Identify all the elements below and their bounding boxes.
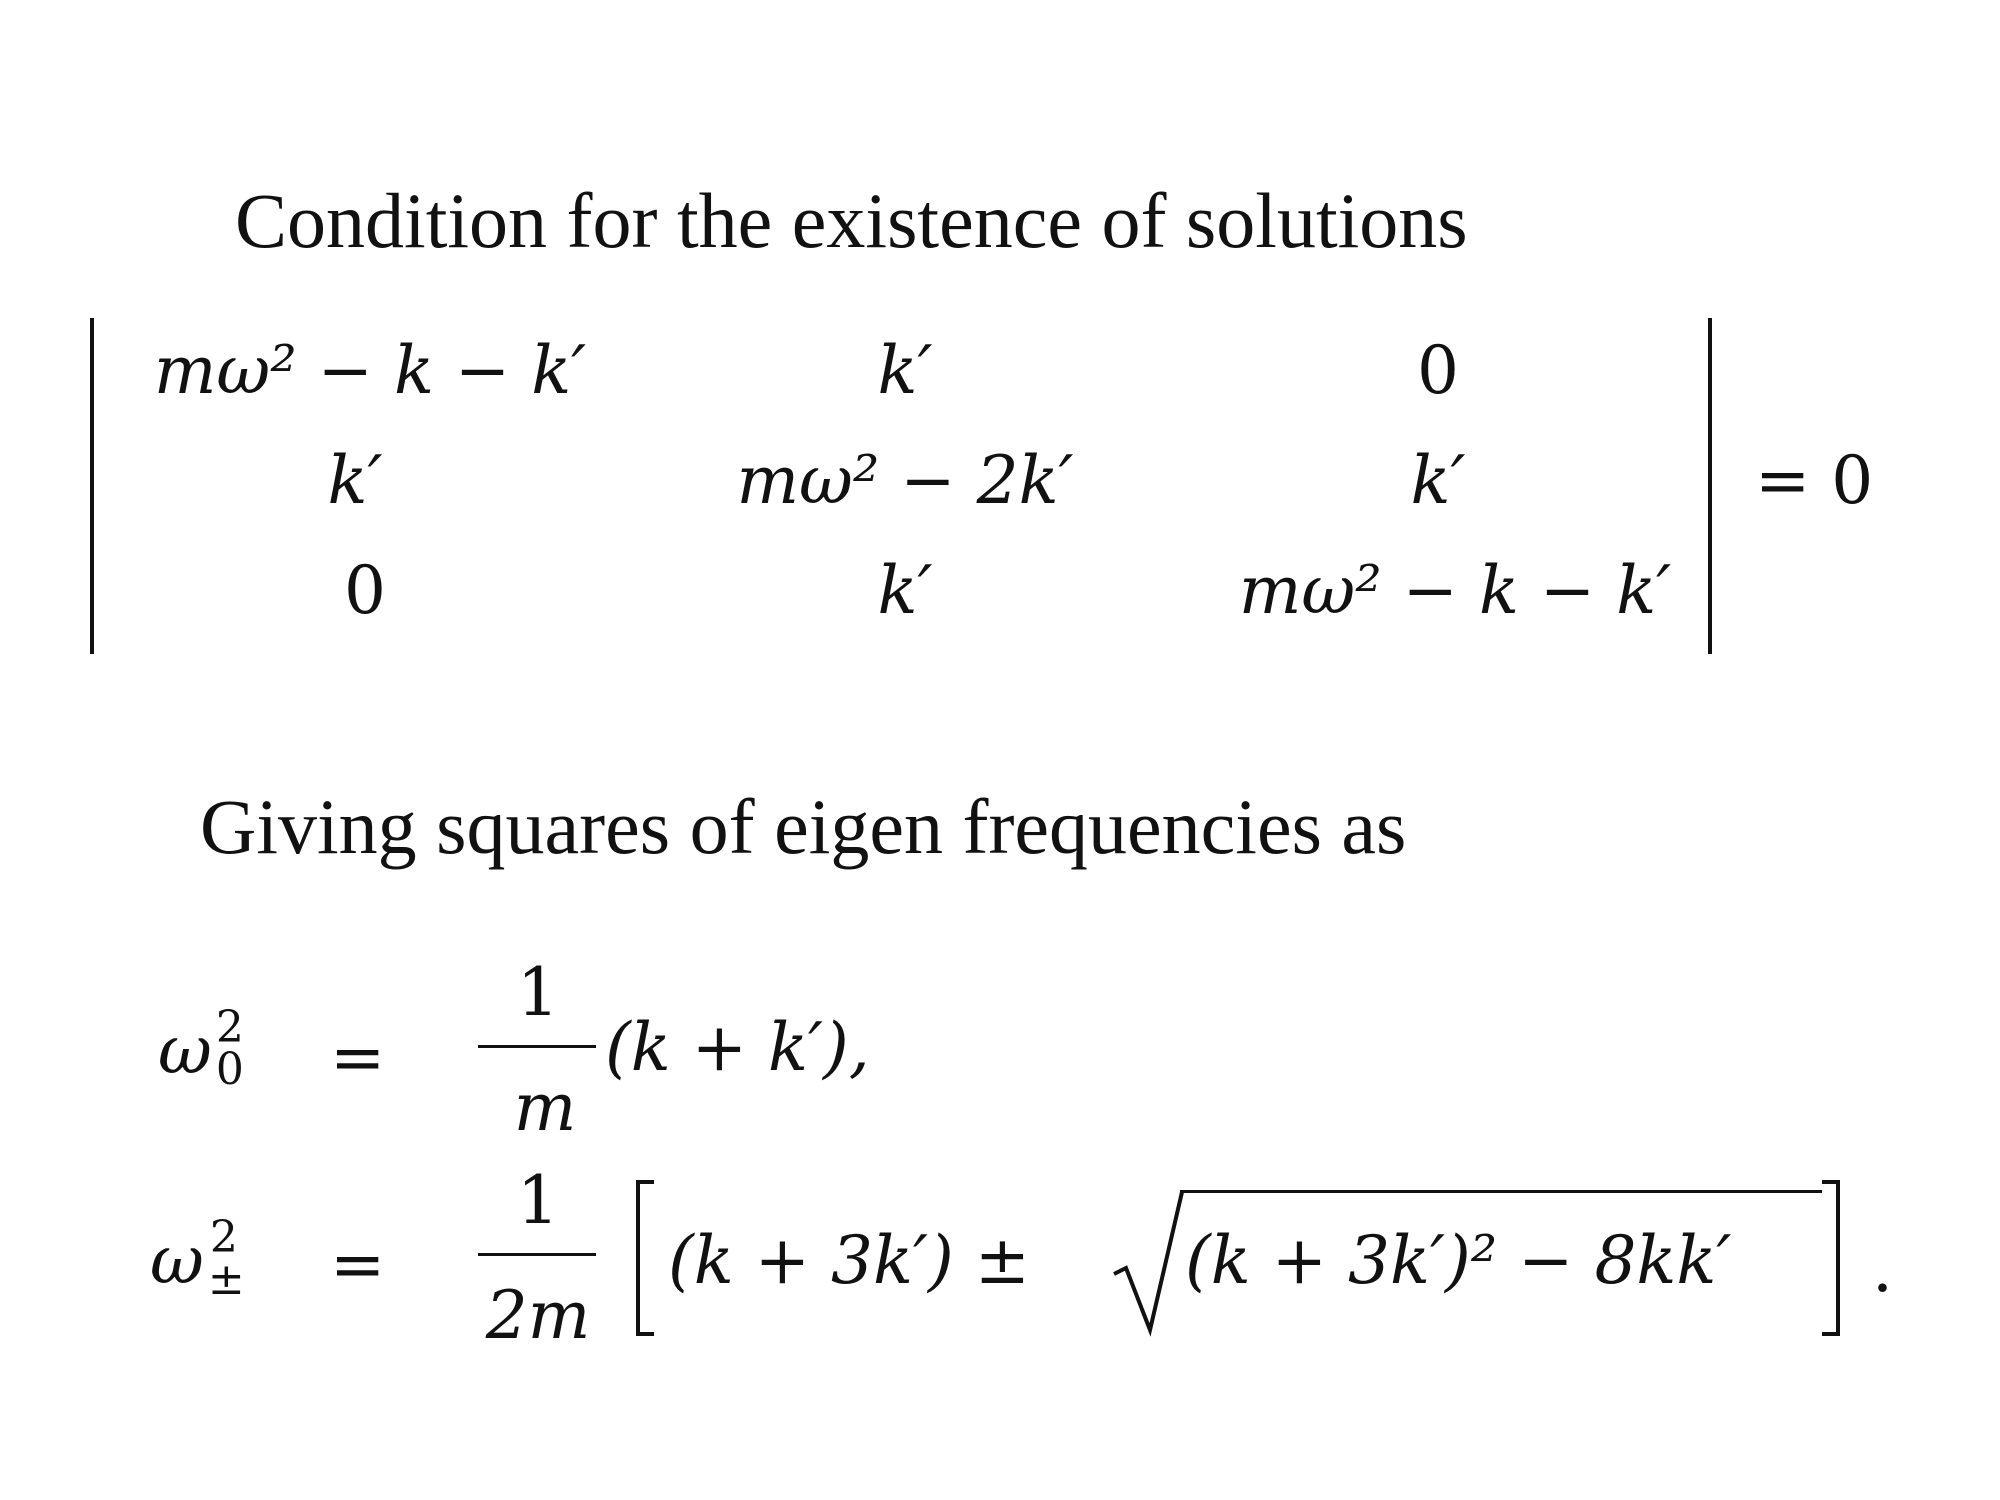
omega-symbol: ω xyxy=(158,1012,212,1089)
determinant-left-bar xyxy=(90,318,94,654)
omega-pm-rhs-part: (k + 3k′) ± xyxy=(668,1222,1031,1299)
matrix-cell-1-1: mω² − k − k′ xyxy=(153,332,587,409)
equation-end-period: . xyxy=(1872,1230,1893,1307)
fraction-1-bar xyxy=(478,1045,596,1048)
matrix-cell-2-3: k′ xyxy=(1410,442,1466,519)
matrix-cell-2-1: k′ xyxy=(327,442,383,519)
matrix-cell-2-2: mω² − 2k′ xyxy=(736,442,1074,519)
matrix-cell-3-3: mω² − k − k′ xyxy=(1238,552,1672,629)
fraction-1-denominator: m xyxy=(513,1069,577,1146)
square-root-vinculum xyxy=(1180,1190,1822,1193)
omega-pm-lhs xyxy=(150,1212,248,1305)
omega-zero-lhs xyxy=(158,1002,252,1095)
equals-sign-1: = xyxy=(330,1019,386,1096)
matrix-cell-1-2: k′ xyxy=(877,332,933,409)
equals-sign-2: = xyxy=(330,1226,386,1303)
matrix-cell-3-1: 0 xyxy=(344,552,386,629)
right-square-bracket xyxy=(1822,1180,1840,1336)
matrix-cell-3-2: k′ xyxy=(877,552,933,629)
left-square-bracket xyxy=(636,1180,654,1336)
eigen-heading: Giving squares of eigen frequencies as xyxy=(200,783,1407,870)
determinant-right-bar xyxy=(1708,318,1712,654)
omega-symbol: ω xyxy=(150,1222,204,1299)
omega-pm-superscript: 2 xyxy=(209,1212,238,1263)
matrix-cell-1-3: 0 xyxy=(1417,332,1459,409)
square-root-icon xyxy=(1112,1188,1186,1338)
fraction-2-denominator: 2m xyxy=(485,1277,591,1354)
fraction-2-bar xyxy=(478,1253,596,1256)
omega-zero-rhs: (k + k′), xyxy=(605,1009,870,1086)
omega-zero-superscript: 2 xyxy=(215,1002,244,1053)
omega-pm-subscript: ± xyxy=(207,1254,245,1305)
fraction-1-numerator: 1 xyxy=(517,954,559,1031)
square-root-radicand: (k + 3k′)² − 8kk′ xyxy=(1185,1222,1732,1299)
omega-zero-subscript: 0 xyxy=(215,1044,244,1095)
determinant-equals-zero: = 0 xyxy=(1755,442,1874,519)
fraction-2-numerator: 1 xyxy=(517,1162,559,1239)
condition-heading: Condition for the existence of solutions xyxy=(235,177,1468,264)
